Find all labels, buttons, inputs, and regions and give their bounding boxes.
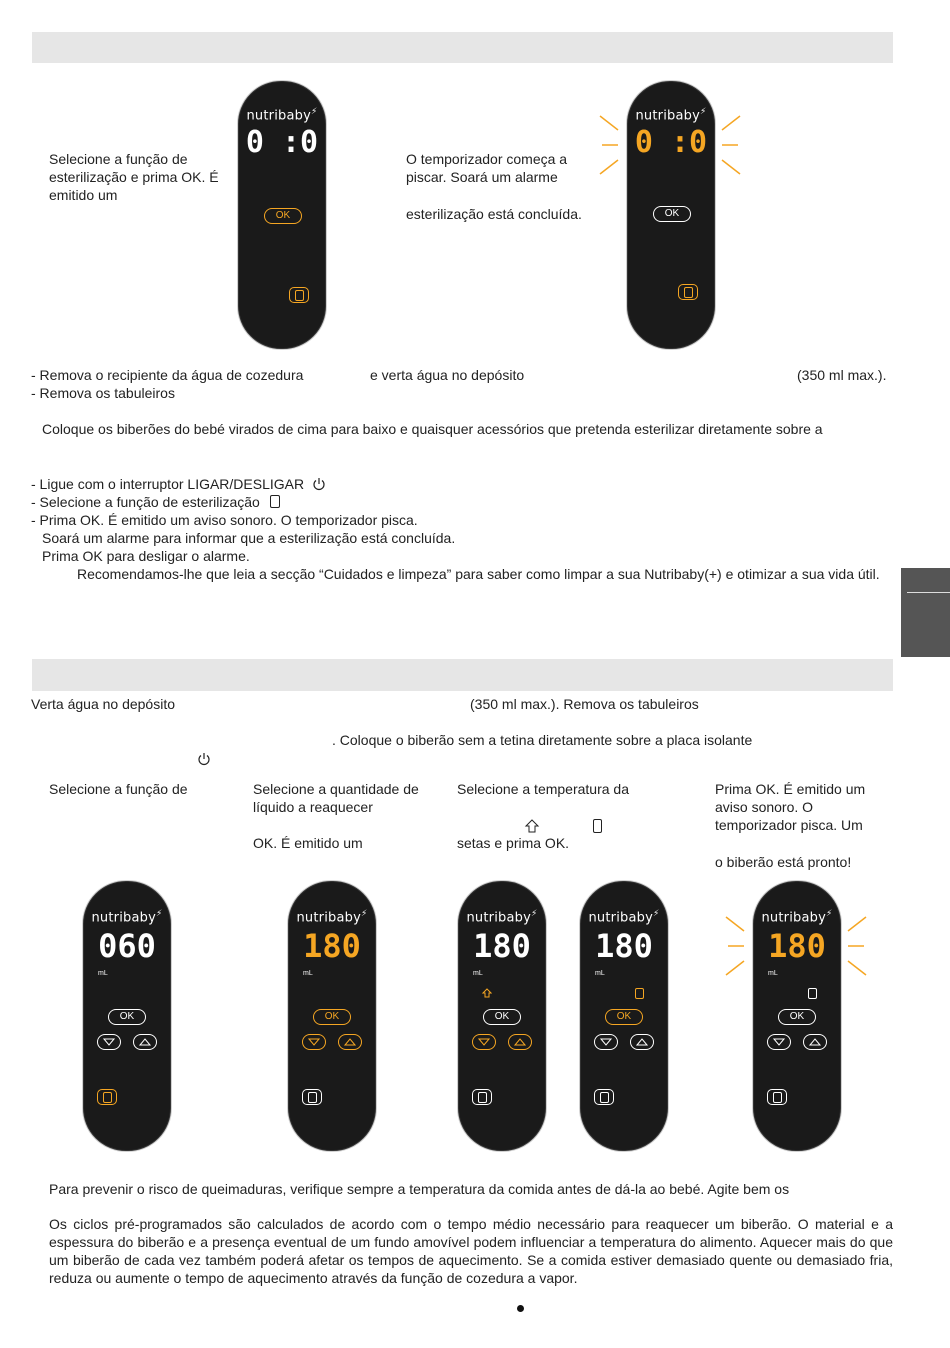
device-panel (579, 880, 669, 1152)
warm-temp-icon (482, 988, 492, 998)
device-panel (82, 880, 172, 1152)
list-item: Soará um alarme para informar que a esterilização está concluída. (42, 530, 456, 546)
instruction-line: . Coloque o biberão sem a tetina diretamente sobre a placa isolante (332, 732, 753, 748)
col2-text: Selecione a quantidade de líquido a reaquecer (253, 781, 419, 815)
step2-text-b: esterilização está concluída. (406, 206, 582, 222)
unit-label: mL (768, 970, 778, 977)
warm-temp-icon (524, 818, 540, 834)
sterilize-function-icon[interactable] (678, 284, 698, 300)
list-item: - Ligue com o interruptor LIGAR/DESLIGAR (31, 475, 326, 493)
device-panel (287, 880, 377, 1152)
list-item: - Selecione a função de esterilização (31, 493, 280, 511)
sterilize-icon (270, 495, 280, 508)
bottle-warm-function-icon[interactable] (472, 1089, 492, 1105)
ok-button[interactable]: OK (264, 208, 302, 224)
device-panel (457, 880, 547, 1152)
bottle-temp-icon (635, 988, 644, 999)
sterilize-function-icon[interactable] (289, 287, 309, 303)
up-arrow-button[interactable] (133, 1034, 157, 1050)
brand-logo: nutribaby⚡ (466, 909, 538, 926)
quantity-display: 180 (473, 927, 531, 965)
burn-warning: Para prevenir o risco de queimaduras, verifique sempre a temperatura da comida antes de dá-la ao bebé. Agite bem os (49, 1181, 790, 1197)
instruction-line: - Remova os tabuleiros (31, 385, 175, 401)
brand-logo: nutribaby⚡ (246, 107, 318, 124)
power-icon (312, 477, 326, 491)
device-panel (237, 80, 327, 350)
list-item: Prima OK para desligar o alarme. (42, 548, 250, 564)
step1-text: Selecione a função de esterilização e prima OK. É emitido um (49, 151, 219, 203)
down-arrow-button[interactable] (97, 1034, 121, 1050)
care-note: Recomendamos-lhe que leia a secção “Cuidados e limpeza” para saber como limpar a sua Nutribaby(+) e otimizar a sua vida útil. (77, 566, 880, 582)
ok-button[interactable]: OK (313, 1009, 351, 1025)
timer-display: 0 :0 (245, 125, 319, 160)
bottle-temp-icon (593, 819, 602, 833)
bottle-warm-function-icon[interactable] (97, 1089, 117, 1105)
instruction-line: (350 ml max.). (797, 367, 887, 383)
up-arrow-button[interactable] (630, 1034, 654, 1050)
section-header-bar (32, 659, 893, 691)
up-arrow-button[interactable] (508, 1034, 532, 1050)
down-arrow-button[interactable] (594, 1034, 618, 1050)
up-arrow-button[interactable] (803, 1034, 827, 1050)
instruction-line: - Remova o recipiente da água de cozedura (31, 367, 304, 383)
ok-button[interactable]: OK (483, 1009, 521, 1025)
brand-logo: nutribaby⚡ (635, 107, 707, 124)
bottle-temp-icon (808, 988, 817, 999)
col3-text: Selecione a temperatura da (457, 781, 629, 797)
col2-text-b: OK. É emitido um (253, 835, 363, 851)
page-bullet (517, 1305, 524, 1312)
instruction-line: Coloque os biberões do bebé virados de cima para baixo e quaisquer acessórios que pretenda esterilizar diretamente sobre a (42, 421, 823, 437)
ok-button[interactable]: OK (778, 1009, 816, 1025)
ok-button[interactable]: OK (108, 1009, 146, 1025)
col3-text-b: setas e prima OK. (457, 835, 570, 851)
down-arrow-button[interactable] (472, 1034, 496, 1050)
quantity-display: 180 (595, 927, 653, 965)
down-arrow-button[interactable] (302, 1034, 326, 1050)
instruction-line: (350 ml max.). Remova os tabuleiros (470, 696, 699, 712)
instruction-line: Verta água no depósito (31, 696, 176, 712)
brand-logo: nutribaby⚡ (91, 909, 163, 926)
list-item: - Prima OK. É emitido um aviso sonoro. O temporizador pisca. (31, 512, 418, 528)
step2-text: O temporizador começa a piscar. Soará um alarme (406, 151, 568, 185)
unit-label: mL (303, 970, 313, 977)
bottle-warm-function-icon[interactable] (302, 1089, 322, 1105)
ok-button[interactable]: OK (605, 1009, 643, 1025)
up-arrow-button[interactable] (338, 1034, 362, 1050)
timer-display: 0 :0 (634, 125, 708, 160)
down-arrow-button[interactable] (767, 1034, 791, 1050)
quantity-display: 060 (98, 927, 156, 965)
unit-label: mL (98, 970, 108, 977)
col1-text: Selecione a função de (49, 781, 188, 797)
ok-button[interactable]: OK (653, 206, 691, 222)
quantity-display: 180 (303, 927, 361, 965)
col4-text: Prima OK. É emitido um aviso sonoro. O temporizador pisca. Um (715, 781, 866, 833)
brand-logo: nutribaby⚡ (296, 909, 368, 926)
blink-rays-icon (598, 112, 743, 178)
power-icon (197, 752, 211, 766)
timer-display: 180 (768, 927, 826, 965)
instruction-line: e verta água no depósito (370, 367, 525, 383)
brand-logo: nutribaby⚡ (588, 909, 660, 926)
chapter-side-tab (901, 568, 950, 657)
section-header-bar (32, 32, 893, 63)
col4-text-b: o biberão está pronto! (715, 854, 852, 870)
heating-info: Os ciclos pré-programados são calculados de acordo com o tempo médio necessário para reaquecer um biberão. O material e a espessura do biberão e a presença eventual de um fundo amovível podem influenciar a temperatura do alimento. Aquecer mais do que um biberão de cada vez também poderá afetar os tempos de aquecimento. Se a comida estiver demasiado quente ou demasiado fria, reduza ou aumente o tempo de aquecimento através da função de cozedura a vapor. (49, 1216, 893, 1286)
blink-rays-icon (724, 913, 869, 979)
unit-label: mL (473, 970, 483, 977)
brand-logo: nutribaby⚡ (761, 909, 833, 926)
bottle-warm-function-icon[interactable] (594, 1089, 614, 1105)
unit-label: mL (595, 970, 605, 977)
bottle-warm-function-icon[interactable] (767, 1089, 787, 1105)
